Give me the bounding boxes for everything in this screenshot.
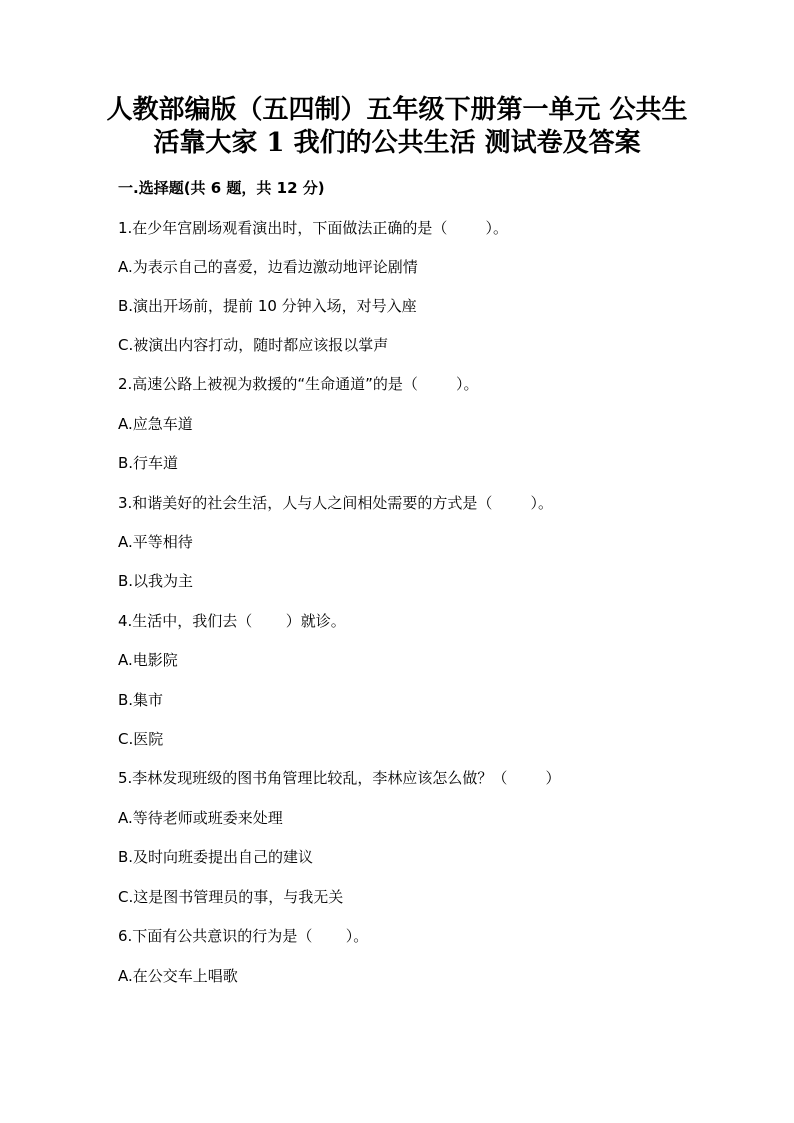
question-stem: 6.下面有公共意识的行为是（ ）。	[118, 927, 369, 945]
option-item: C.这是图书管理员的事，与我无关	[118, 888, 344, 906]
question-stem: 1.在少年宫剧场观看演出时，下面做法正确的是（ ）。	[118, 219, 508, 237]
question-stem: 5.李林发现班级的图书角管理比较乱，李林应该怎么做？（ ）	[118, 769, 561, 787]
question-stem: 3.和谐美好的社会生活，人与人之间相处需要的方式是（ ）。	[118, 494, 553, 512]
document-title	[80, 94, 714, 160]
option-item: A.应急车道	[118, 415, 193, 433]
option-item: A.为表示自己的喜爱，边看边激动地评论剧情	[118, 258, 418, 276]
option-item: B.演出开场前，提前 10 分钟入场，对号入座	[118, 297, 417, 315]
option-item: C.医院	[118, 730, 164, 748]
question-stem: 2.高速公路上被视为救援的“生命通道”的是（ ）。	[118, 375, 479, 393]
option-item: B.以我为主	[118, 572, 194, 590]
option-item: A.等待老师或班委来处理	[118, 809, 283, 827]
option-item: A.电影院	[118, 651, 178, 669]
question-stem: 4.生活中，我们去（ ）就诊。	[118, 612, 346, 630]
option-item: B.行车道	[118, 454, 179, 472]
title-line-2: 活靠大家 1 我们的公共生活 测试卷及答案	[153, 128, 641, 158]
section-heading: 一.选择题(共 6 题，共 12 分)	[118, 179, 325, 197]
title-line-1: 人教部编版（五四制）五年级下册第一单元 公共生	[106, 95, 688, 125]
option-item: B.及时向班委提出自己的建议	[118, 848, 314, 866]
option-item: B.集市	[118, 691, 164, 709]
option-item: A.平等相待	[118, 533, 193, 551]
option-item: C.被演出内容打动，随时都应该报以掌声	[118, 336, 389, 354]
option-item: A.在公交车上唱歌	[118, 967, 238, 985]
